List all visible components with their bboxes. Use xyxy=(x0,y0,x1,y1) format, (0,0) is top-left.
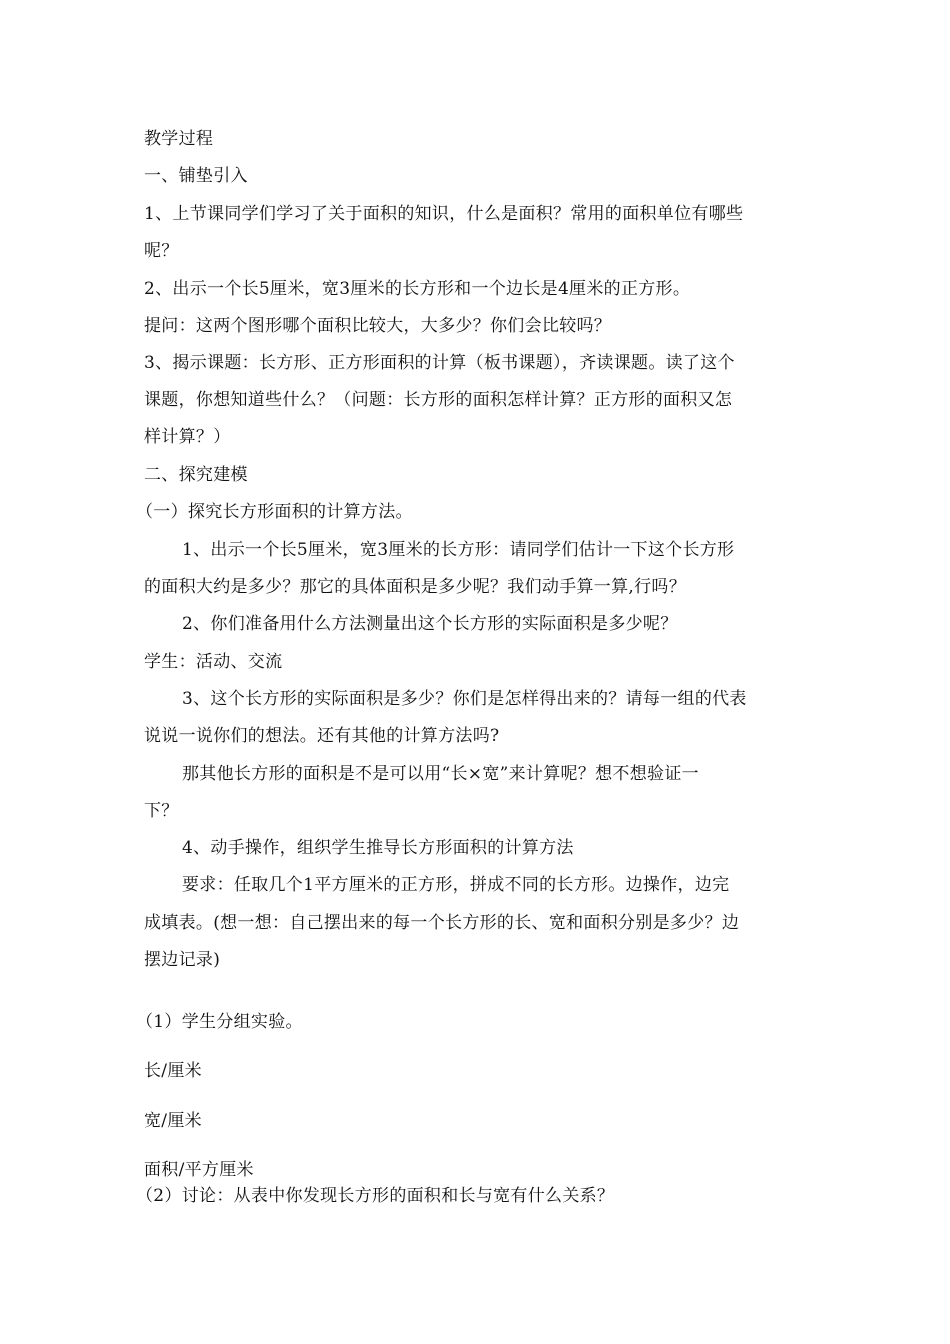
doc-line-4: 呢？ xyxy=(144,241,179,261)
doc-line-13: 的面积大约是多少？那它的具体面积是多少呢？我们动手算一算,行吗？ xyxy=(144,577,687,597)
doc-line-24: （1）学生分组实验。 xyxy=(136,1012,303,1032)
doc-line-3: 1、上节课同学们学习了关于面积的知识，什么是面积？常用的面积单位有哪些 xyxy=(144,204,744,224)
doc-line-19: 下？ xyxy=(144,801,179,821)
doc-line-9: 样计算？） xyxy=(144,427,231,447)
doc-line-1: 教学过程 xyxy=(144,129,214,149)
doc-line-15: 学生：活动、交流 xyxy=(144,652,283,672)
doc-line-10: 二、探究建模 xyxy=(144,465,248,485)
doc-line-22: 成填表。(想一想：自己摆出来的每一个长方形的长、宽和面积分别是多少？边 xyxy=(144,913,740,933)
doc-line-11: （一）探究长方形面积的计算方法。 xyxy=(136,502,413,522)
doc-line-21: 要求：任取几个1平方厘米的正方形，拼成不同的长方形。边操作，边完 xyxy=(182,875,730,895)
doc-line-23: 摆边记录) xyxy=(144,950,221,970)
doc-line-8: 课题，你想知道些什么？（问题：长方形的面积怎样计算？正方形的面积又怎 xyxy=(144,390,733,410)
doc-line-20: 4、动手操作，组织学生推导长方形面积的计算方法 xyxy=(182,838,574,858)
doc-line-28: （2）讨论：从表中你发现长方形的面积和长与宽有什么关系？ xyxy=(136,1186,615,1206)
table-header-area: 面积/平方厘米 xyxy=(144,1160,254,1180)
doc-line-2: 一、铺垫引入 xyxy=(144,166,248,186)
table-header-length: 长/厘米 xyxy=(144,1061,202,1081)
table-header-width: 宽/厘米 xyxy=(144,1111,202,1131)
doc-line-6: 提问：这两个图形哪个面积比较大，大多少？你们会比较吗？ xyxy=(144,316,612,336)
doc-line-16: 3、这个长方形的实际面积是多少？你们是怎样得出来的？请每一组的代表 xyxy=(182,689,747,709)
doc-line-17: 说说一说你们的想法。还有其他的计算方法吗? xyxy=(144,726,500,746)
doc-line-14: 2、你们准备用什么方法测量出这个长方形的实际面积是多少呢？ xyxy=(182,614,678,634)
doc-line-18: 那其他长方形的面积是不是可以用“长×宽”来计算呢？想不想验证一 xyxy=(182,764,699,784)
doc-line-12: 1、出示一个长5厘米，宽3厘米的长方形：请同学们估计一下这个长方形 xyxy=(182,540,735,560)
doc-line-5: 2、出示一个长5厘米，宽3厘米的长方形和一个边长是4厘米的正方形。 xyxy=(144,279,691,299)
doc-line-7: 3、揭示课题：长方形、正方形面积的计算（板书课题），齐读课题。读了这个 xyxy=(144,353,735,373)
